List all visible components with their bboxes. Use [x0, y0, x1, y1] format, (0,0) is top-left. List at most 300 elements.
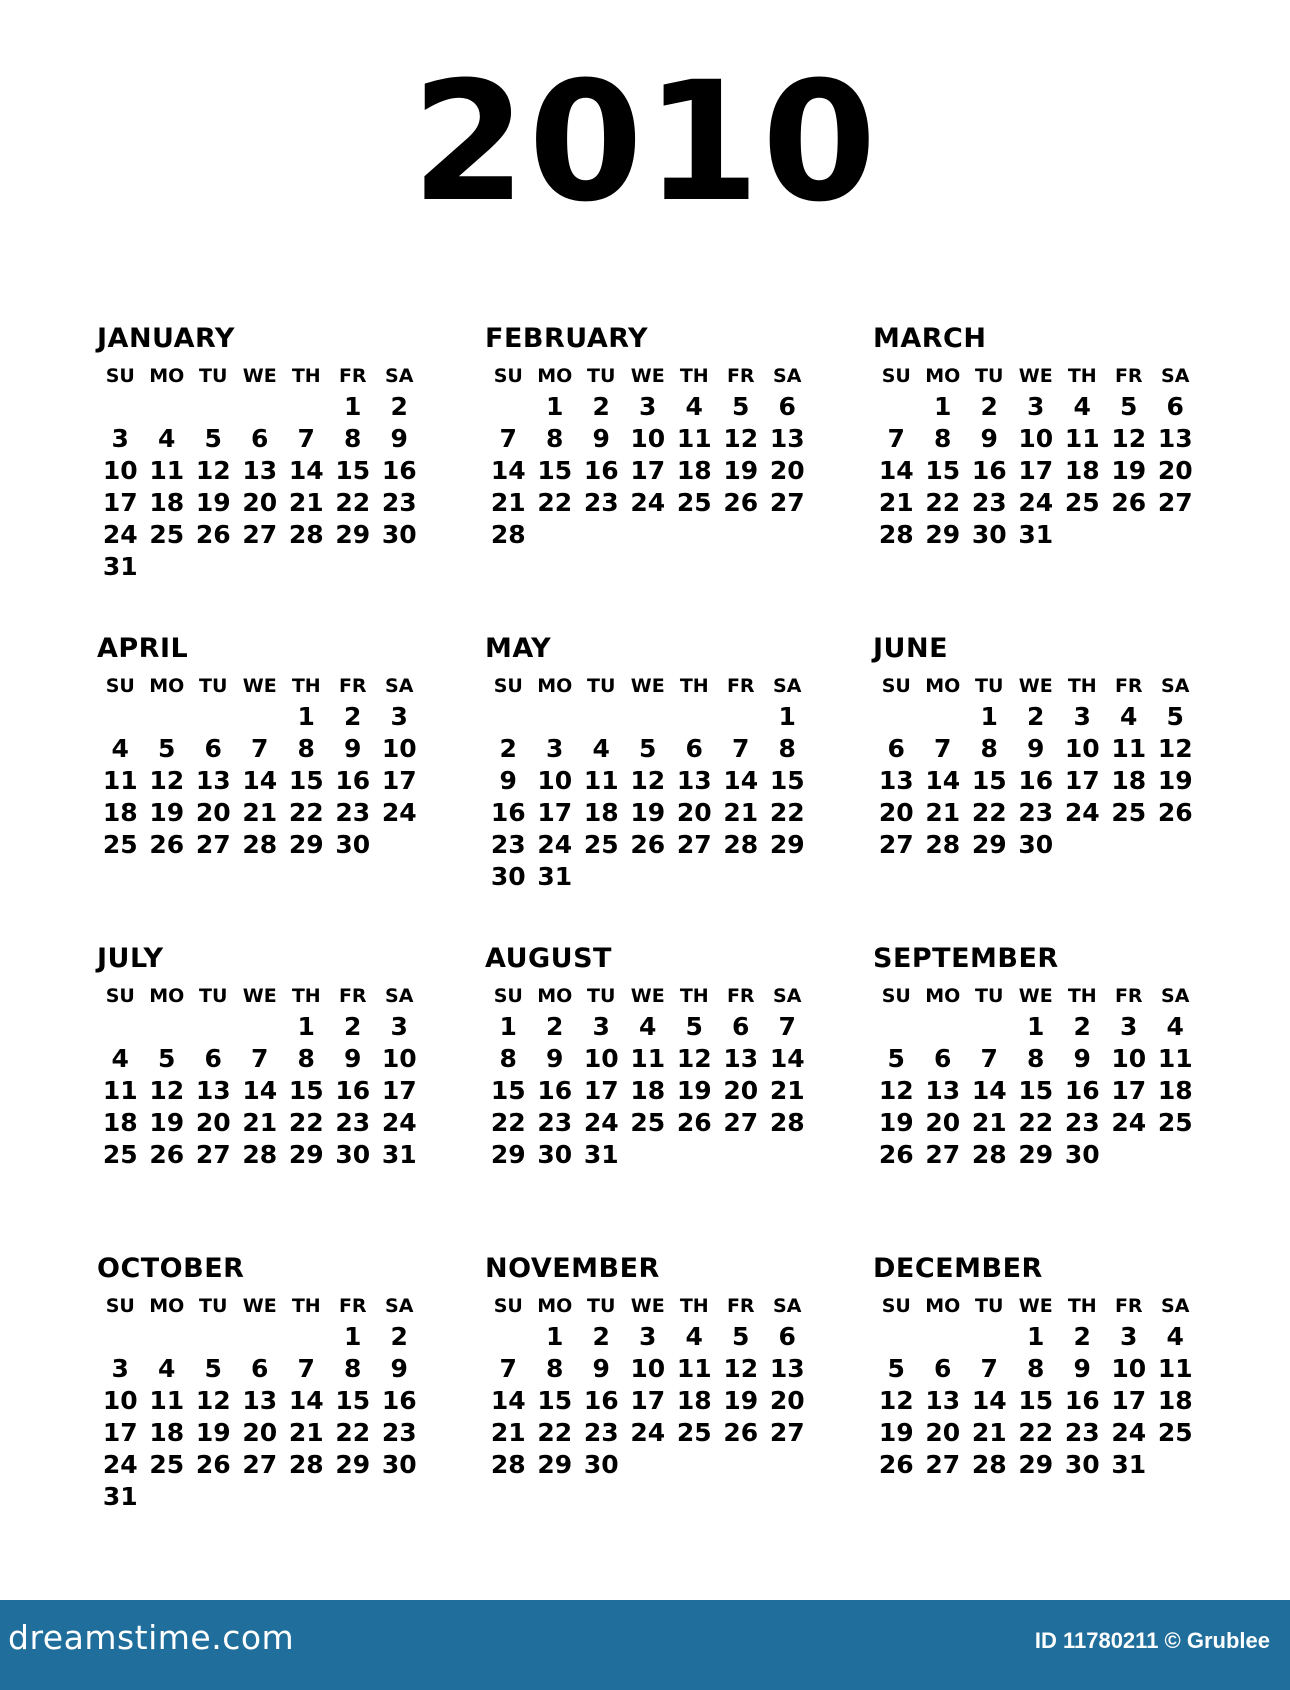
- day-cell: 30: [381, 520, 417, 549]
- empty-day-cell: [1106, 829, 1153, 861]
- day-cell: 13: [769, 1354, 805, 1383]
- day-cell: 10: [1111, 1044, 1147, 1073]
- day-cell: 9: [1027, 734, 1045, 763]
- month-january: [97, 325, 485, 635]
- day-cell: 14: [723, 766, 759, 795]
- weekday-label: SU: [881, 365, 911, 387]
- day-cell: 3: [390, 1012, 408, 1041]
- day-cell: 19: [723, 456, 759, 485]
- day-cell: 17: [1018, 456, 1054, 485]
- day-cell: 26: [1157, 798, 1193, 827]
- week-row: [485, 861, 873, 893]
- weekday-label: MO: [537, 365, 573, 387]
- day-cell: 17: [583, 1076, 619, 1105]
- empty-day-cell: [190, 551, 237, 583]
- day-cell: 20: [676, 798, 712, 827]
- day-cell: 6: [204, 1044, 222, 1073]
- empty-day-cell: [190, 391, 237, 423]
- day-cell: 5: [732, 1322, 750, 1351]
- day-cell: 31: [102, 1482, 138, 1511]
- week-row: [97, 829, 485, 861]
- day-cell: 21: [769, 1076, 805, 1105]
- day-cell: 25: [102, 830, 138, 859]
- empty-day-cell: [1152, 519, 1199, 551]
- day-cell: 1: [499, 1012, 517, 1041]
- weekday-label: SA: [385, 675, 414, 697]
- day-cell: 1: [1027, 1322, 1045, 1351]
- day-cell: 6: [732, 1012, 750, 1041]
- day-cell: 19: [195, 1418, 231, 1447]
- day-cell: 28: [878, 520, 914, 549]
- week-row: [485, 1353, 873, 1385]
- empty-day-cell: [330, 1481, 377, 1513]
- empty-day-cell: [718, 701, 765, 733]
- day-cell: 23: [381, 1418, 417, 1447]
- day-cell: 9: [592, 1354, 610, 1383]
- day-cell: 5: [158, 1044, 176, 1073]
- empty-day-cell: [873, 391, 920, 423]
- day-cell: 27: [769, 1418, 805, 1447]
- weekday-header: [873, 1291, 1261, 1321]
- day-cell: 11: [630, 1044, 666, 1073]
- day-cell: 28: [925, 830, 961, 859]
- empty-day-cell: [625, 1449, 672, 1481]
- day-cell: 10: [1018, 424, 1054, 453]
- month-name: APRIL: [97, 633, 189, 664]
- weekday-label: TU: [199, 675, 228, 697]
- day-cell: 23: [583, 488, 619, 517]
- day-cell: 28: [723, 830, 759, 859]
- day-cell: 10: [583, 1044, 619, 1073]
- day-cell: 21: [242, 1108, 278, 1137]
- empty-day-cell: [1152, 1449, 1199, 1481]
- week-row: [873, 1417, 1261, 1449]
- day-cell: 26: [1111, 488, 1147, 517]
- empty-day-cell: [625, 519, 672, 551]
- day-cell: 31: [1111, 1450, 1147, 1479]
- day-cell: 7: [732, 734, 750, 763]
- day-cell: 30: [1018, 830, 1054, 859]
- empty-day-cell: [97, 1011, 144, 1043]
- day-cell: 18: [1157, 1076, 1193, 1105]
- day-cell: 25: [630, 1108, 666, 1137]
- day-cell: 9: [344, 734, 362, 763]
- day-cell: 2: [390, 1322, 408, 1351]
- day-cell: 17: [102, 1418, 138, 1447]
- day-cell: 2: [1073, 1322, 1091, 1351]
- day-cell: 12: [1111, 424, 1147, 453]
- week-row: [873, 701, 1261, 733]
- day-cell: 1: [297, 1012, 315, 1041]
- day-cell: 2: [344, 1012, 362, 1041]
- empty-day-cell: [283, 391, 330, 423]
- week-row: [97, 1075, 485, 1107]
- day-cell: 22: [288, 1108, 324, 1137]
- week-row: [97, 797, 485, 829]
- day-cell: 20: [242, 488, 278, 517]
- weekday-header: [873, 671, 1261, 701]
- weekday-header: [97, 671, 485, 701]
- day-cell: 12: [195, 456, 231, 485]
- month-name: JUNE: [873, 633, 949, 664]
- day-cell: 25: [149, 1450, 185, 1479]
- day-cell: 19: [723, 1386, 759, 1415]
- day-cell: 3: [111, 424, 129, 453]
- day-cell: 15: [335, 456, 371, 485]
- day-cell: 14: [490, 456, 526, 485]
- day-cell: 19: [878, 1418, 914, 1447]
- day-cell: 2: [980, 392, 998, 421]
- day-cell: 4: [1073, 392, 1091, 421]
- weekday-label: WE: [630, 985, 665, 1007]
- weekday-label: WE: [630, 675, 665, 697]
- day-cell: 8: [297, 1044, 315, 1073]
- empty-day-cell: [718, 519, 765, 551]
- day-cell: 12: [630, 766, 666, 795]
- day-cell: 31: [583, 1140, 619, 1169]
- day-cell: 18: [583, 798, 619, 827]
- week-row: [485, 423, 873, 455]
- month-name: DECEMBER: [873, 1253, 1043, 1284]
- week-row: [873, 1321, 1261, 1353]
- weekday-label: FR: [1114, 675, 1143, 697]
- empty-day-cell: [764, 861, 811, 893]
- day-cell: 11: [149, 1386, 185, 1415]
- weekday-label: FR: [338, 985, 367, 1007]
- weekday-label: TH: [291, 985, 321, 1007]
- week-row: [97, 551, 485, 583]
- day-cell: 11: [583, 766, 619, 795]
- day-cell: 8: [546, 1354, 564, 1383]
- week-row: [485, 765, 873, 797]
- weekday-label: SA: [773, 675, 802, 697]
- weekday-label: WE: [242, 675, 277, 697]
- weekday-label: SA: [773, 1295, 802, 1317]
- day-cell: 11: [1157, 1044, 1193, 1073]
- weekday-label: SU: [493, 365, 523, 387]
- day-cell: 14: [971, 1076, 1007, 1105]
- day-cell: 15: [335, 1386, 371, 1415]
- day-cell: 16: [335, 1076, 371, 1105]
- day-cell: 5: [887, 1044, 905, 1073]
- day-cell: 15: [490, 1076, 526, 1105]
- day-cell: 5: [732, 392, 750, 421]
- day-cell: 9: [546, 1044, 564, 1073]
- week-row: [97, 1011, 485, 1043]
- week-row: [485, 1449, 873, 1481]
- week-row: [873, 487, 1261, 519]
- day-cell: 18: [149, 1418, 185, 1447]
- day-cell: 4: [685, 392, 703, 421]
- day-cell: 3: [111, 1354, 129, 1383]
- day-cell: 24: [381, 1108, 417, 1137]
- day-cell: 29: [1018, 1140, 1054, 1169]
- day-cell: 4: [685, 1322, 703, 1351]
- day-cell: 21: [723, 798, 759, 827]
- week-row: [97, 391, 485, 423]
- image-id-credit: ID 11780211 © Grublee: [1034, 1628, 1270, 1653]
- day-cell: 28: [288, 1450, 324, 1479]
- month-june: [873, 635, 1261, 945]
- day-cell: 6: [887, 734, 905, 763]
- week-row: [97, 1139, 485, 1171]
- day-cell: 27: [925, 1450, 961, 1479]
- day-cell: 26: [723, 1418, 759, 1447]
- weekday-label: TU: [587, 1295, 616, 1317]
- day-cell: 14: [769, 1044, 805, 1073]
- day-cell: 6: [778, 1322, 796, 1351]
- day-cell: 7: [887, 424, 905, 453]
- month-name: AUGUST: [485, 943, 612, 974]
- day-cell: 22: [1018, 1418, 1054, 1447]
- day-cell: 18: [102, 798, 138, 827]
- weekday-label: SU: [105, 1295, 135, 1317]
- weekday-header: [485, 671, 873, 701]
- weekday-label: MO: [537, 675, 573, 697]
- day-cell: 26: [195, 1450, 231, 1479]
- empty-day-cell: [283, 1321, 330, 1353]
- day-cell: 12: [878, 1386, 914, 1415]
- empty-day-cell: [718, 861, 765, 893]
- day-cell: 22: [537, 1418, 573, 1447]
- empty-day-cell: [237, 1321, 284, 1353]
- day-cell: 8: [980, 734, 998, 763]
- empty-day-cell: [920, 1011, 967, 1043]
- empty-day-cell: [97, 391, 144, 423]
- week-row: [873, 391, 1261, 423]
- day-cell: 5: [204, 1354, 222, 1383]
- week-row: [97, 1385, 485, 1417]
- week-row: [873, 829, 1261, 861]
- day-cell: 22: [288, 798, 324, 827]
- month-april: [97, 635, 485, 945]
- day-cell: 31: [381, 1140, 417, 1169]
- week-row: [485, 1385, 873, 1417]
- weekday-header: [97, 1291, 485, 1321]
- empty-day-cell: [1059, 829, 1106, 861]
- day-cell: 17: [102, 488, 138, 517]
- day-cell: 7: [251, 734, 269, 763]
- weekday-label: FR: [1114, 985, 1143, 1007]
- week-row: [873, 1075, 1261, 1107]
- day-cell: 1: [778, 702, 796, 731]
- day-cell: 20: [195, 1108, 231, 1137]
- week-row: [485, 1139, 873, 1171]
- day-cell: 18: [676, 1386, 712, 1415]
- day-cell: 6: [685, 734, 703, 763]
- month-name: NOVEMBER: [485, 1253, 660, 1284]
- week-row: [873, 1107, 1261, 1139]
- empty-day-cell: [144, 1321, 191, 1353]
- day-cell: 17: [630, 1386, 666, 1415]
- day-cell: 29: [288, 830, 324, 859]
- day-cell: 22: [971, 798, 1007, 827]
- empty-day-cell: [97, 1321, 144, 1353]
- year-title: 2010: [411, 46, 879, 238]
- day-cell: 23: [971, 488, 1007, 517]
- day-cell: 27: [878, 830, 914, 859]
- month-may: [485, 635, 873, 945]
- day-cell: 13: [723, 1044, 759, 1073]
- day-cell: 10: [537, 766, 573, 795]
- empty-day-cell: [1152, 1139, 1199, 1171]
- week-row: [873, 423, 1261, 455]
- day-cell: 2: [1073, 1012, 1091, 1041]
- month-name: JANUARY: [97, 323, 235, 354]
- day-cell: 7: [778, 1012, 796, 1041]
- brand-logo[interactable]: dreamstime.com: [8, 1618, 295, 1657]
- weekday-label: TU: [975, 365, 1004, 387]
- day-cell: 6: [934, 1044, 952, 1073]
- day-cell: 13: [195, 1076, 231, 1105]
- day-cell: 13: [242, 1386, 278, 1415]
- day-cell: 4: [111, 1044, 129, 1073]
- day-cell: 10: [1111, 1354, 1147, 1383]
- month-july: [97, 945, 485, 1255]
- empty-day-cell: [1106, 1139, 1153, 1171]
- empty-day-cell: [671, 519, 718, 551]
- day-cell: 20: [1157, 456, 1193, 485]
- day-cell: 19: [676, 1076, 712, 1105]
- empty-day-cell: [144, 1481, 191, 1513]
- week-row: [485, 1043, 873, 1075]
- day-cell: 2: [344, 702, 362, 731]
- weekday-label: WE: [1018, 365, 1053, 387]
- day-cell: 2: [1027, 702, 1045, 731]
- day-cell: 12: [195, 1386, 231, 1415]
- day-cell: 22: [1018, 1108, 1054, 1137]
- weekday-header: [97, 361, 485, 391]
- day-cell: 13: [1157, 424, 1193, 453]
- week-row: [485, 455, 873, 487]
- day-cell: 5: [1166, 702, 1184, 731]
- day-cell: 21: [925, 798, 961, 827]
- week-row: [97, 733, 485, 765]
- day-cell: 28: [288, 520, 324, 549]
- day-cell: 12: [1157, 734, 1193, 763]
- day-cell: 20: [878, 798, 914, 827]
- weekday-label: SA: [1161, 675, 1190, 697]
- week-row: [97, 519, 485, 551]
- months-grid: [97, 325, 1261, 1565]
- empty-day-cell: [671, 701, 718, 733]
- week-row: [97, 1417, 485, 1449]
- day-cell: 1: [980, 702, 998, 731]
- day-cell: 26: [676, 1108, 712, 1137]
- day-cell: 1: [1027, 1012, 1045, 1041]
- day-cell: 13: [769, 424, 805, 453]
- weekday-label: FR: [338, 1295, 367, 1317]
- month-name: FEBRUARY: [485, 323, 649, 354]
- weekday-label: SA: [385, 985, 414, 1007]
- month-december: [873, 1255, 1261, 1565]
- empty-day-cell: [190, 1321, 237, 1353]
- weekday-label: TH: [679, 365, 709, 387]
- day-cell: 5: [639, 734, 657, 763]
- week-row: [873, 733, 1261, 765]
- month-october: [97, 1255, 485, 1565]
- day-cell: 22: [335, 488, 371, 517]
- day-cell: 20: [242, 1418, 278, 1447]
- day-cell: 23: [335, 798, 371, 827]
- empty-day-cell: [283, 1481, 330, 1513]
- week-row: [485, 1011, 873, 1043]
- empty-day-cell: [920, 701, 967, 733]
- day-cell: 3: [546, 734, 564, 763]
- weekday-label: SU: [493, 675, 523, 697]
- day-cell: 3: [639, 1322, 657, 1351]
- weekday-label: WE: [242, 1295, 277, 1317]
- weekday-label: FR: [726, 1295, 755, 1317]
- empty-day-cell: [485, 701, 532, 733]
- day-cell: 10: [630, 1354, 666, 1383]
- day-cell: 29: [769, 830, 805, 859]
- day-cell: 26: [878, 1140, 914, 1169]
- day-cell: 7: [499, 1354, 517, 1383]
- day-cell: 26: [149, 830, 185, 859]
- day-cell: 6: [251, 424, 269, 453]
- day-cell: 15: [1018, 1386, 1054, 1415]
- day-cell: 15: [537, 1386, 573, 1415]
- day-cell: 24: [630, 488, 666, 517]
- weekday-label: SU: [881, 985, 911, 1007]
- day-cell: 22: [769, 798, 805, 827]
- day-cell: 28: [769, 1108, 805, 1137]
- empty-day-cell: [718, 1449, 765, 1481]
- day-cell: 18: [1111, 766, 1147, 795]
- day-cell: 30: [381, 1450, 417, 1479]
- month-september: [873, 945, 1261, 1255]
- month-november: [485, 1255, 873, 1565]
- day-cell: 25: [102, 1140, 138, 1169]
- day-cell: 14: [925, 766, 961, 795]
- day-cell: 8: [934, 424, 952, 453]
- weekday-label: SU: [105, 365, 135, 387]
- day-cell: 10: [102, 456, 138, 485]
- day-cell: 13: [242, 456, 278, 485]
- day-cell: 6: [251, 1354, 269, 1383]
- week-row: [485, 487, 873, 519]
- day-cell: 14: [971, 1386, 1007, 1415]
- day-cell: 5: [685, 1012, 703, 1041]
- day-cell: 20: [925, 1418, 961, 1447]
- day-cell: 12: [723, 1354, 759, 1383]
- day-cell: 24: [583, 1108, 619, 1137]
- day-cell: 7: [934, 734, 952, 763]
- day-cell: 9: [592, 424, 610, 453]
- day-cell: 9: [499, 766, 517, 795]
- week-row: [97, 1449, 485, 1481]
- weekday-label: TU: [199, 365, 228, 387]
- day-cell: 25: [676, 488, 712, 517]
- day-cell: 5: [204, 424, 222, 453]
- day-cell: 10: [1064, 734, 1100, 763]
- empty-day-cell: [764, 1449, 811, 1481]
- weekday-label: TH: [679, 1295, 709, 1317]
- day-cell: 28: [242, 1140, 278, 1169]
- weekday-label: MO: [537, 1295, 573, 1317]
- empty-day-cell: [376, 829, 423, 861]
- day-cell: 20: [723, 1076, 759, 1105]
- day-cell: 8: [344, 1354, 362, 1383]
- weekday-label: TU: [587, 985, 616, 1007]
- week-row: [97, 487, 485, 519]
- day-cell: 6: [204, 734, 222, 763]
- weekday-label: TU: [587, 675, 616, 697]
- weekday-label: SA: [1161, 985, 1190, 1007]
- day-cell: 21: [490, 1418, 526, 1447]
- day-cell: 28: [490, 520, 526, 549]
